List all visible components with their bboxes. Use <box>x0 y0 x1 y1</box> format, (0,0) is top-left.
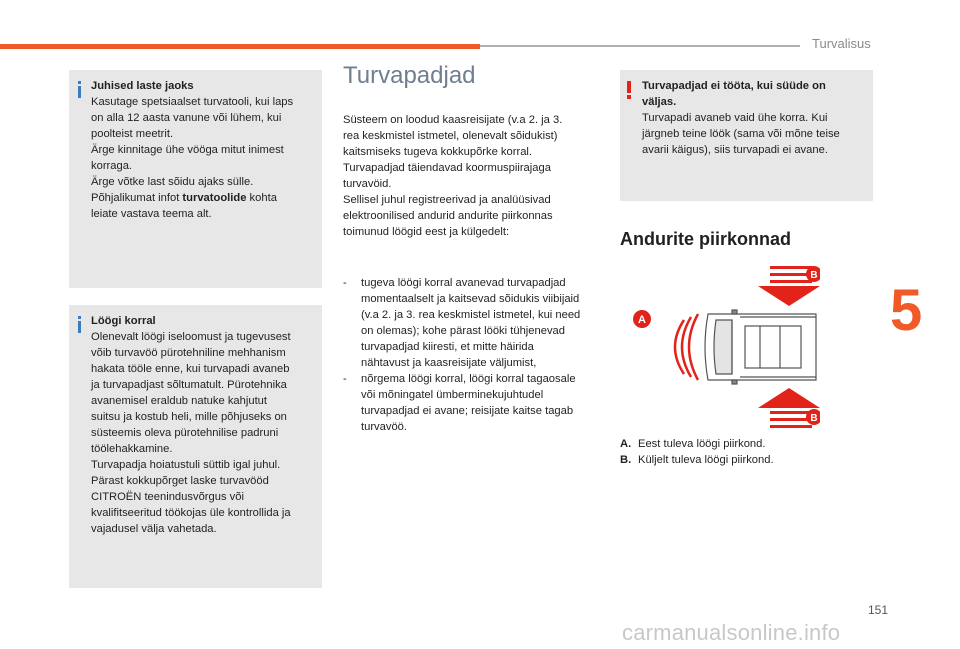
text-line: või mõningatel ümberminekujuhtudel <box>361 389 544 401</box>
info-icon <box>78 316 81 333</box>
page-number: 151 <box>868 603 889 617</box>
text-line: (v.a 2. ja 3. rea keskmistel istmetel, kui need <box>361 309 581 321</box>
impact-info-heading: Löögi korral <box>91 315 156 327</box>
text-line: poolteist meetrit. <box>91 128 174 140</box>
sensor-zones-heading: Andurite piirkonnad <box>620 229 791 249</box>
legend-key: A. <box>620 438 632 450</box>
text-line: CITROËN teenindusvõrgus või <box>91 491 244 503</box>
text-line: nähtavust ja kaasreisijate väljumist, <box>361 357 537 369</box>
text-line: turvavöid. <box>343 178 392 190</box>
airbag-warning-text <box>642 78 867 158</box>
list-item <box>343 275 603 371</box>
text-line: ja turvapadjast sõltumatult. Pürotehnika <box>91 379 287 391</box>
page-title: Turvapadjad <box>343 62 476 89</box>
text-line: Turvapadja hoiatustuli süttib igal juhul. <box>91 459 281 471</box>
text-line: kaitsmiseks tugeva kokkupõrke korral. <box>343 146 533 158</box>
legend-text: Eest tuleva löögi piirkond. <box>638 438 766 450</box>
text-line: Süsteem on loodud kaasreisijate (v.a 2. ja 3. <box>343 114 563 126</box>
legend-item <box>620 452 774 468</box>
text-line: kvalifitseeritud töökojas üle kontrollida ja <box>91 507 291 519</box>
text-line: turvapadjad ei avane; reisijate kaitse tagab <box>361 405 574 417</box>
text-line: on alla 12 aasta vanune või lühem, kui <box>91 112 282 124</box>
airbag-behaviour-list <box>343 275 603 435</box>
svg-text:A: A <box>638 314 646 326</box>
text-line: Turvapadjad täiendavad koormuspiirajaga <box>343 162 551 174</box>
text-line: avarii käigus), siis turvapadi ei avane. <box>642 144 828 156</box>
list-dash: - <box>343 373 347 385</box>
watermark: carmanualsonline.info <box>622 620 841 645</box>
text-line: hakata tööle enne, kui turvapadi avaneb <box>91 363 290 375</box>
legend-key: B. <box>620 454 632 466</box>
text-line: korraga. <box>91 160 133 172</box>
warning-heading: väljas. <box>642 96 677 108</box>
text-line: nõrgema löögi korral, löögi korral tagaosale <box>361 373 576 385</box>
text-line: süsteemis oleva pürotehnilise padruni <box>91 427 279 439</box>
diagram-legend <box>620 436 774 468</box>
text-line: töölehakkamine. <box>91 443 173 455</box>
info-icon <box>78 81 81 98</box>
text-line: Turvapadi avaneb vaid ühe korra. Kui <box>642 112 828 124</box>
bold-keyword: turvatoolide <box>182 192 247 204</box>
text-line: leiate vastava teema alt. <box>91 208 212 220</box>
header-accent-bar <box>0 44 480 49</box>
child-instructions-heading: Juhised laste jaoks <box>91 80 194 92</box>
text-line: Olenevalt löögi iseloomust ja tugevusest <box>91 331 291 343</box>
svg-text:B: B <box>810 270 818 281</box>
legend-item <box>620 436 774 452</box>
text-line: rea keskmistel istmetel, olenevalt sõidukist) <box>343 130 558 142</box>
text-line: toimunud löögid eest ja külgedelt: <box>343 226 510 238</box>
header-divider <box>480 45 800 47</box>
text-line: turvavöö. <box>361 421 408 433</box>
text-line: Ärge võtke last sõidu ajaks sülle. <box>91 176 254 188</box>
list-dash: - <box>343 277 347 289</box>
text-line: suitsu ja kostub heli, mille põhjuseks on <box>91 411 287 423</box>
text-line: vajadusel välja vahetada. <box>91 523 217 535</box>
warning-icon <box>627 81 631 99</box>
text-line: elektroonilised andurid andurite piirkonnas <box>343 210 553 222</box>
legend-text: Küljelt tuleva löögi piirkond. <box>638 454 774 466</box>
text-line: Kasutage spetsiaalset turvatooli, kui laps <box>91 96 294 108</box>
text-line: kohta <box>246 192 277 204</box>
text-line: tugeva löögi korral avanevad turvapadjad <box>361 277 566 289</box>
text-line: järgneb teine löök (sama või mõne teise <box>642 128 840 140</box>
text-line: Pärast kokkupõrget laske turvavööd <box>91 475 269 487</box>
chapter-number: 5 <box>890 278 923 343</box>
warning-heading: Turvapadjad ei tööta, kui süüde on <box>642 80 826 92</box>
text-line: avanemisel eraldub natuke kahjutut <box>91 395 268 407</box>
svg-text:B: B <box>810 413 818 424</box>
child-instructions-text <box>91 78 316 222</box>
text-line: Põhjalikumat infot <box>91 192 183 204</box>
text-line: Sellisel juhul registreerivad ja analüüsivad <box>343 194 551 206</box>
text-line: momentaalselt ja kaitsevad sõidukis viibijaid <box>361 293 580 305</box>
text-line: turvapadjad kiiresti, et mitte häirida <box>361 341 534 353</box>
list-item <box>343 371 603 435</box>
section-title: Turvalisus <box>812 36 871 51</box>
text-line: võib turvavöö pürotehniline mehhanism <box>91 347 286 359</box>
vehicle-top-view <box>705 310 816 384</box>
text-line: Ärge kinnitage ühe vööga mitut inimest <box>91 144 284 156</box>
text-line: on olemas); kohe pärast lööki tühjenevad <box>361 325 565 337</box>
airbag-intro <box>343 112 603 240</box>
label-a-badge <box>633 310 651 328</box>
sensor-zones-diagram <box>620 262 820 430</box>
impact-info-text <box>91 313 316 537</box>
front-impact-zone <box>675 314 698 380</box>
